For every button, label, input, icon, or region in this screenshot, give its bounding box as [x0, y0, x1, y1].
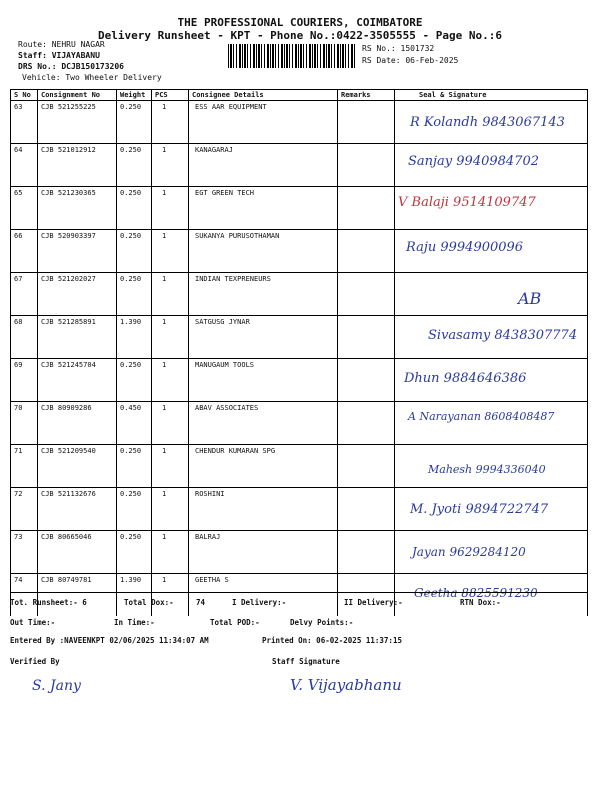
col-header-remarks: Remarks [338, 90, 395, 101]
cell-consignment: CJB 521202027 [38, 273, 117, 316]
cell-weight: 0.450 [117, 402, 152, 445]
verified-by-label: Verified By [10, 657, 60, 666]
cell-consignee: SATGUSG JYNAR [189, 316, 338, 359]
table-row [11, 445, 588, 488]
runsheet-table [10, 89, 588, 616]
cell-weight: 0.250 [117, 359, 152, 402]
cell-weight: 0.250 [117, 230, 152, 273]
table-row [11, 144, 588, 187]
cell-remarks [338, 273, 395, 316]
cell-weight: 1.390 [117, 316, 152, 359]
i-delivery-label: I Delivery:- [232, 598, 287, 607]
cell-signature [395, 359, 588, 402]
col-header-consignee: Consignee Details [189, 90, 338, 101]
cell-consignment: CJB 80749781 [38, 574, 117, 617]
cell-remarks [338, 445, 395, 488]
drs-number: DRS No.: DCJB150173206 [18, 62, 124, 71]
col-header-consignment: Consignment No [38, 90, 117, 101]
cell-pcs: 1 [152, 402, 189, 445]
out-time-label: Out Time:- [10, 618, 56, 627]
cell-consignment: CJB 80909286 [38, 402, 117, 445]
cell-remarks [338, 144, 395, 187]
cell-weight: 0.250 [117, 488, 152, 531]
rs-date: RS Date: 06-Feb-2025 [362, 56, 459, 65]
cell-pcs: 1 [152, 445, 189, 488]
cell-sno: 68 [11, 316, 38, 359]
cell-pcs: 1 [152, 359, 189, 402]
table-header-row [11, 90, 588, 101]
cell-weight: 0.250 [117, 531, 152, 574]
cell-remarks [338, 316, 395, 359]
staff-handwritten-signature: V. Vijayabhanu [290, 676, 402, 694]
cell-signature [395, 445, 588, 488]
cell-signature [395, 230, 588, 273]
cell-remarks [338, 531, 395, 574]
staff-signature-label: Staff Signature [272, 657, 340, 666]
cell-remarks [338, 488, 395, 531]
cell-consignee: CHENDUR KUMARAN SPG [189, 445, 338, 488]
handwritten-signature: Raju 9994900096 [406, 240, 524, 255]
cell-pcs: 1 [152, 488, 189, 531]
col-header-weight: Weight [117, 90, 152, 101]
table-row [11, 574, 588, 617]
col-header-pcs: PCS [152, 90, 189, 101]
total-dox-value: 74 [196, 598, 206, 607]
table-row [11, 359, 588, 402]
delvy-points-label: Delvy Points:- [290, 618, 354, 627]
in-time-label: In Time:- [114, 618, 155, 627]
cell-signature [395, 316, 588, 359]
cell-consignee: BALRAJ [189, 531, 338, 574]
cell-sno: 64 [11, 144, 38, 187]
cell-consignment: CJB 521132676 [38, 488, 117, 531]
cell-sno: 66 [11, 230, 38, 273]
handwritten-signature: A Narayanan 8608408487 [408, 410, 555, 423]
cell-consignee: ABAV ASSOCIATES [189, 402, 338, 445]
cell-pcs: 1 [152, 574, 189, 617]
cell-sno: 72 [11, 488, 38, 531]
handwritten-signature: R Kolandh 9843067143 [410, 115, 565, 130]
cell-consignment: CJB 520903397 [38, 230, 117, 273]
cell-signature [395, 402, 588, 445]
handwritten-signature: Sivasamy 8438307774 [428, 328, 578, 343]
cell-pcs: 1 [152, 101, 189, 144]
rs-number: RS No.: 1501732 [362, 44, 435, 53]
cell-consignee: KANAGARAJ [189, 144, 338, 187]
table-row [11, 402, 588, 445]
cell-weight: 0.250 [117, 101, 152, 144]
verifier-signature: S. Jany [32, 678, 81, 694]
cell-consignee: MANUGAUM TOOLS [189, 359, 338, 402]
total-runsheet: Tot. Runsheet:- 6 [10, 598, 87, 607]
cell-pcs: 1 [152, 531, 189, 574]
cell-signature [395, 574, 588, 617]
cell-signature [395, 101, 588, 144]
cell-pcs: 1 [152, 230, 189, 273]
handwritten-signature: AB [518, 289, 542, 308]
table-row [11, 531, 588, 574]
table-row [11, 488, 588, 531]
cell-sno: 65 [11, 187, 38, 230]
cell-consignment: CJB 521285891 [38, 316, 117, 359]
table-row [11, 316, 588, 359]
cell-signature [395, 144, 588, 187]
table-row [11, 101, 588, 144]
cell-sno: 73 [11, 531, 38, 574]
col-header-sno: S No [11, 90, 38, 101]
cell-signature [395, 273, 588, 316]
cell-remarks [338, 574, 395, 617]
cell-pcs: 1 [152, 187, 189, 230]
cell-remarks [338, 187, 395, 230]
cell-consignee: ESS AAR EQUIPMENT [189, 101, 338, 144]
document-subtitle: Delivery Runsheet - KPT - Phone No.:0422-3505555 - Page No.:6 [98, 29, 502, 42]
vehicle-label: Vehicle: Two Wheeler Delivery [22, 73, 162, 82]
cell-consignee: INDIAN TEXPRENEURS [189, 273, 338, 316]
ii-delivery-label: II Delivery:- [344, 598, 403, 607]
entered-by: Entered By :NAVEENKPT 02/06/2025 11:34:07 AM [10, 636, 209, 645]
cell-pcs: 1 [152, 316, 189, 359]
cell-remarks [338, 359, 395, 402]
cell-sno: 63 [11, 101, 38, 144]
cell-remarks [338, 402, 395, 445]
cell-weight: 0.250 [117, 187, 152, 230]
cell-consignee: SUKANYA PURUSOTHAMAN [189, 230, 338, 273]
cell-remarks [338, 230, 395, 273]
handwritten-signature: M. Jyoti 9894722747 [410, 502, 549, 517]
footer-divider [10, 592, 588, 593]
cell-pcs: 1 [152, 144, 189, 187]
cell-signature [395, 488, 588, 531]
rtn-dox-label: RTN Dox:- [460, 598, 501, 607]
total-dox-label: Total Dox:- [124, 598, 174, 607]
col-header-signature: Seal & Signature [395, 90, 588, 101]
cell-consignment: CJB 521255225 [38, 101, 117, 144]
cell-weight: 1.390 [117, 574, 152, 617]
cell-sno: 70 [11, 402, 38, 445]
cell-signature [395, 531, 588, 574]
cell-consignee: ROSHINI [189, 488, 338, 531]
cell-sno: 74 [11, 574, 38, 617]
cell-signature [395, 187, 588, 230]
cell-consignment: CJB 521245704 [38, 359, 117, 402]
handwritten-signature: Sanjay 9940984702 [408, 154, 539, 169]
handwritten-signature: Jayan 9629284120 [412, 545, 526, 559]
cell-weight: 0.250 [117, 445, 152, 488]
document-title: THE PROFESSIONAL COURIERS, COIMBATORE [177, 16, 423, 29]
cell-weight: 0.250 [117, 273, 152, 316]
staff-label: Staff: VIJAYABANU [18, 51, 100, 60]
cell-pcs: 1 [152, 273, 189, 316]
total-pod-label: Total POD:- [210, 618, 260, 627]
route-label: Route: NEHRU NAGAR [18, 40, 105, 49]
cell-consignee: EGT GREEN TECH [189, 187, 338, 230]
cell-sno: 71 [11, 445, 38, 488]
barcode-image [228, 44, 356, 68]
cell-weight: 0.250 [117, 144, 152, 187]
cell-remarks [338, 101, 395, 144]
cell-consignment: CJB 521012912 [38, 144, 117, 187]
printed-on: Printed On: 06-02-2025 11:37:15 [262, 636, 402, 645]
handwritten-signature: Geetha 8825591230 [414, 586, 538, 600]
table-row [11, 187, 588, 230]
cell-consignment: CJB 521209540 [38, 445, 117, 488]
handwritten-signature: Dhun 9884646386 [404, 371, 527, 386]
cell-consignment: CJB 80665046 [38, 531, 117, 574]
cell-sno: 69 [11, 359, 38, 402]
cell-sno: 67 [11, 273, 38, 316]
cell-consignment: CJB 521230365 [38, 187, 117, 230]
table-row [11, 230, 588, 273]
cell-consignee: GEETHA S [189, 574, 338, 617]
handwritten-signature: V Balaji 9514109747 [398, 195, 536, 210]
table-row [11, 273, 588, 316]
handwritten-signature: Mahesh 9994336040 [428, 463, 546, 476]
